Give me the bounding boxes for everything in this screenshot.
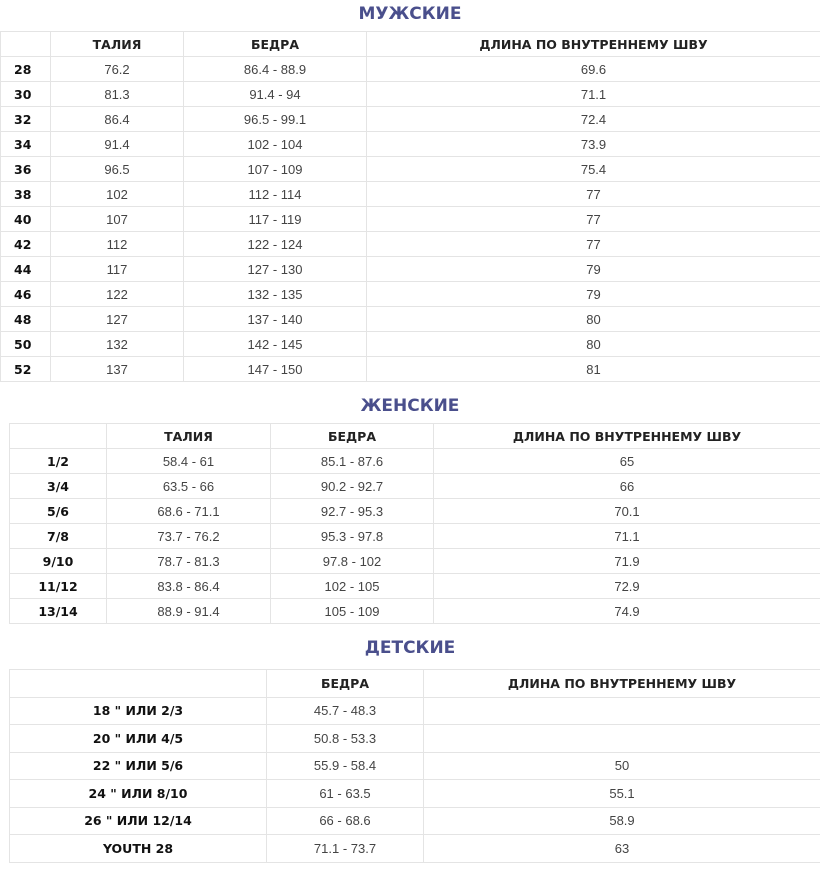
table-row bbox=[10, 780, 820, 808]
measurement-cell: 142 - 145 bbox=[184, 332, 367, 357]
table-row bbox=[1, 357, 820, 382]
measurement-cell: 50.8 - 53.3 bbox=[267, 725, 424, 753]
measurement-cell bbox=[424, 697, 820, 725]
measurement-cell: 71.9 bbox=[434, 549, 820, 574]
kids-section-title: ДЕТСКИЕ bbox=[364, 638, 456, 658]
column-header: БЕДРА bbox=[184, 32, 367, 57]
table-row bbox=[10, 449, 820, 474]
size-label-cell: 26 " ИЛИ 12/14 bbox=[10, 807, 267, 835]
measurement-cell: 112 bbox=[51, 232, 184, 257]
size-label-cell: 3/4 bbox=[10, 474, 107, 499]
table-row bbox=[10, 549, 820, 574]
table-row bbox=[1, 282, 820, 307]
size-label-cell: 11/12 bbox=[10, 574, 107, 599]
size-label-cell: 24 " ИЛИ 8/10 bbox=[10, 780, 267, 808]
measurement-cell: 63.5 - 66 bbox=[107, 474, 271, 499]
size-label-cell: 9/10 bbox=[10, 549, 107, 574]
table-row bbox=[10, 725, 820, 753]
size-label-cell: 28 bbox=[1, 57, 51, 82]
measurement-cell: 86.4 - 88.9 bbox=[184, 57, 367, 82]
size-column-header bbox=[10, 424, 107, 449]
size-label-cell: 18 " ИЛИ 2/3 bbox=[10, 697, 267, 725]
table-header-row bbox=[1, 32, 820, 57]
measurement-cell: 112 - 114 bbox=[184, 182, 367, 207]
measurement-cell: 55.1 bbox=[424, 780, 820, 808]
size-label-cell: 32 bbox=[1, 107, 51, 132]
measurement-cell: 72.9 bbox=[434, 574, 820, 599]
measurement-cell: 71.1 - 73.7 bbox=[267, 835, 424, 863]
measurement-cell: 122 bbox=[51, 282, 184, 307]
table-row bbox=[10, 752, 820, 780]
size-column-header bbox=[10, 670, 267, 698]
table-row bbox=[1, 82, 820, 107]
measurement-cell: 96.5 bbox=[51, 157, 184, 182]
measurement-cell: 102 - 105 bbox=[271, 574, 434, 599]
measurement-cell bbox=[424, 725, 820, 753]
kids-size-table bbox=[9, 669, 820, 863]
measurement-cell: 83.8 - 86.4 bbox=[107, 574, 271, 599]
size-label-cell: 36 bbox=[1, 157, 51, 182]
measurement-cell: 65 bbox=[434, 449, 820, 474]
measurement-cell: 137 - 140 bbox=[184, 307, 367, 332]
measurement-cell: 66 - 68.6 bbox=[267, 807, 424, 835]
table-row bbox=[10, 599, 820, 624]
column-header: ДЛИНА ПО ВНУТРЕННЕМУ ШВУ bbox=[367, 32, 820, 57]
measurement-cell: 71.1 bbox=[367, 82, 820, 107]
measurement-cell: 97.8 - 102 bbox=[271, 549, 434, 574]
measurement-cell: 132 bbox=[51, 332, 184, 357]
table-row bbox=[1, 157, 820, 182]
measurement-cell: 73.9 bbox=[367, 132, 820, 157]
measurement-cell: 91.4 - 94 bbox=[184, 82, 367, 107]
table-row bbox=[1, 132, 820, 157]
table-row bbox=[10, 835, 820, 863]
measurement-cell: 50 bbox=[424, 752, 820, 780]
column-header: ТАЛИЯ bbox=[51, 32, 184, 57]
table-row bbox=[1, 207, 820, 232]
measurement-cell: 78.7 - 81.3 bbox=[107, 549, 271, 574]
size-label-cell: 38 bbox=[1, 182, 51, 207]
measurement-cell: 147 - 150 bbox=[184, 357, 367, 382]
measurement-cell: 81 bbox=[367, 357, 820, 382]
measurement-cell: 63 bbox=[424, 835, 820, 863]
column-header: БЕДРА bbox=[267, 670, 424, 698]
column-header: БЕДРА bbox=[271, 424, 434, 449]
measurement-cell: 127 bbox=[51, 307, 184, 332]
measurement-cell: 86.4 bbox=[51, 107, 184, 132]
measurement-cell: 45.7 - 48.3 bbox=[267, 697, 424, 725]
measurement-cell: 77 bbox=[367, 207, 820, 232]
measurement-cell: 107 - 109 bbox=[184, 157, 367, 182]
measurement-cell: 77 bbox=[367, 182, 820, 207]
table-row bbox=[10, 574, 820, 599]
size-label-cell: 48 bbox=[1, 307, 51, 332]
table-row bbox=[1, 307, 820, 332]
table-header-row bbox=[10, 424, 820, 449]
size-label-cell: 22 " ИЛИ 5/6 bbox=[10, 752, 267, 780]
measurement-cell: 58.9 bbox=[424, 807, 820, 835]
measurement-cell: 69.6 bbox=[367, 57, 820, 82]
size-column-header bbox=[1, 32, 51, 57]
measurement-cell: 66 bbox=[434, 474, 820, 499]
table-row bbox=[1, 257, 820, 282]
measurement-cell: 117 - 119 bbox=[184, 207, 367, 232]
measurement-cell: 95.3 - 97.8 bbox=[271, 524, 434, 549]
table-row bbox=[10, 807, 820, 835]
measurement-cell: 80 bbox=[367, 307, 820, 332]
table-row bbox=[10, 697, 820, 725]
size-label-cell: 34 bbox=[1, 132, 51, 157]
measurement-cell: 132 - 135 bbox=[184, 282, 367, 307]
measurement-cell: 137 bbox=[51, 357, 184, 382]
size-label-cell: 46 bbox=[1, 282, 51, 307]
measurement-cell: 127 - 130 bbox=[184, 257, 367, 282]
measurement-cell: 77 bbox=[367, 232, 820, 257]
measurement-cell: 74.9 bbox=[434, 599, 820, 624]
size-label-cell: 20 " ИЛИ 4/5 bbox=[10, 725, 267, 753]
measurement-cell: 90.2 - 92.7 bbox=[271, 474, 434, 499]
table-row bbox=[10, 499, 820, 524]
measurement-cell: 88.9 - 91.4 bbox=[107, 599, 271, 624]
measurement-cell: 58.4 - 61 bbox=[107, 449, 271, 474]
measurement-cell: 72.4 bbox=[367, 107, 820, 132]
measurement-cell: 61 - 63.5 bbox=[267, 780, 424, 808]
size-label-cell: 42 bbox=[1, 232, 51, 257]
table-row bbox=[1, 232, 820, 257]
table-header-row bbox=[10, 670, 820, 698]
measurement-cell: 70.1 bbox=[434, 499, 820, 524]
size-label-cell: 50 bbox=[1, 332, 51, 357]
measurement-cell: 85.1 - 87.6 bbox=[271, 449, 434, 474]
size-label-cell: 5/6 bbox=[10, 499, 107, 524]
measurement-cell: 79 bbox=[367, 257, 820, 282]
measurement-cell: 76.2 bbox=[51, 57, 184, 82]
column-header: ДЛИНА ПО ВНУТРЕННЕМУ ШВУ bbox=[434, 424, 820, 449]
measurement-cell: 102 - 104 bbox=[184, 132, 367, 157]
measurement-cell: 73.7 - 76.2 bbox=[107, 524, 271, 549]
measurement-cell: 79 bbox=[367, 282, 820, 307]
column-header: ТАЛИЯ bbox=[107, 424, 271, 449]
table-row bbox=[1, 332, 820, 357]
measurement-cell: 92.7 - 95.3 bbox=[271, 499, 434, 524]
measurement-cell: 91.4 bbox=[51, 132, 184, 157]
women-section-title: ЖЕНСКИЕ bbox=[360, 396, 460, 416]
table-row bbox=[10, 474, 820, 499]
measurement-cell: 122 - 124 bbox=[184, 232, 367, 257]
measurement-cell: 80 bbox=[367, 332, 820, 357]
size-label-cell: 13/14 bbox=[10, 599, 107, 624]
measurement-cell: 75.4 bbox=[367, 157, 820, 182]
table-row bbox=[10, 524, 820, 549]
size-label-cell: YOUTH 28 bbox=[10, 835, 267, 863]
size-label-cell: 7/8 bbox=[10, 524, 107, 549]
measurement-cell: 105 - 109 bbox=[271, 599, 434, 624]
size-label-cell: 1/2 bbox=[10, 449, 107, 474]
women-size-table bbox=[9, 423, 820, 624]
measurement-cell: 68.6 - 71.1 bbox=[107, 499, 271, 524]
measurement-cell: 81.3 bbox=[51, 82, 184, 107]
men-section-title: МУЖСКИЕ bbox=[358, 4, 462, 24]
size-label-cell: 40 bbox=[1, 207, 51, 232]
measurement-cell: 102 bbox=[51, 182, 184, 207]
measurement-cell: 107 bbox=[51, 207, 184, 232]
table-row bbox=[1, 107, 820, 132]
size-label-cell: 52 bbox=[1, 357, 51, 382]
measurement-cell: 117 bbox=[51, 257, 184, 282]
column-header: ДЛИНА ПО ВНУТРЕННЕМУ ШВУ bbox=[424, 670, 820, 698]
measurement-cell: 71.1 bbox=[434, 524, 820, 549]
size-label-cell: 30 bbox=[1, 82, 51, 107]
table-row bbox=[1, 57, 820, 82]
measurement-cell: 55.9 - 58.4 bbox=[267, 752, 424, 780]
measurement-cell: 96.5 - 99.1 bbox=[184, 107, 367, 132]
size-label-cell: 44 bbox=[1, 257, 51, 282]
men-size-table bbox=[0, 31, 820, 382]
table-row bbox=[1, 182, 820, 207]
